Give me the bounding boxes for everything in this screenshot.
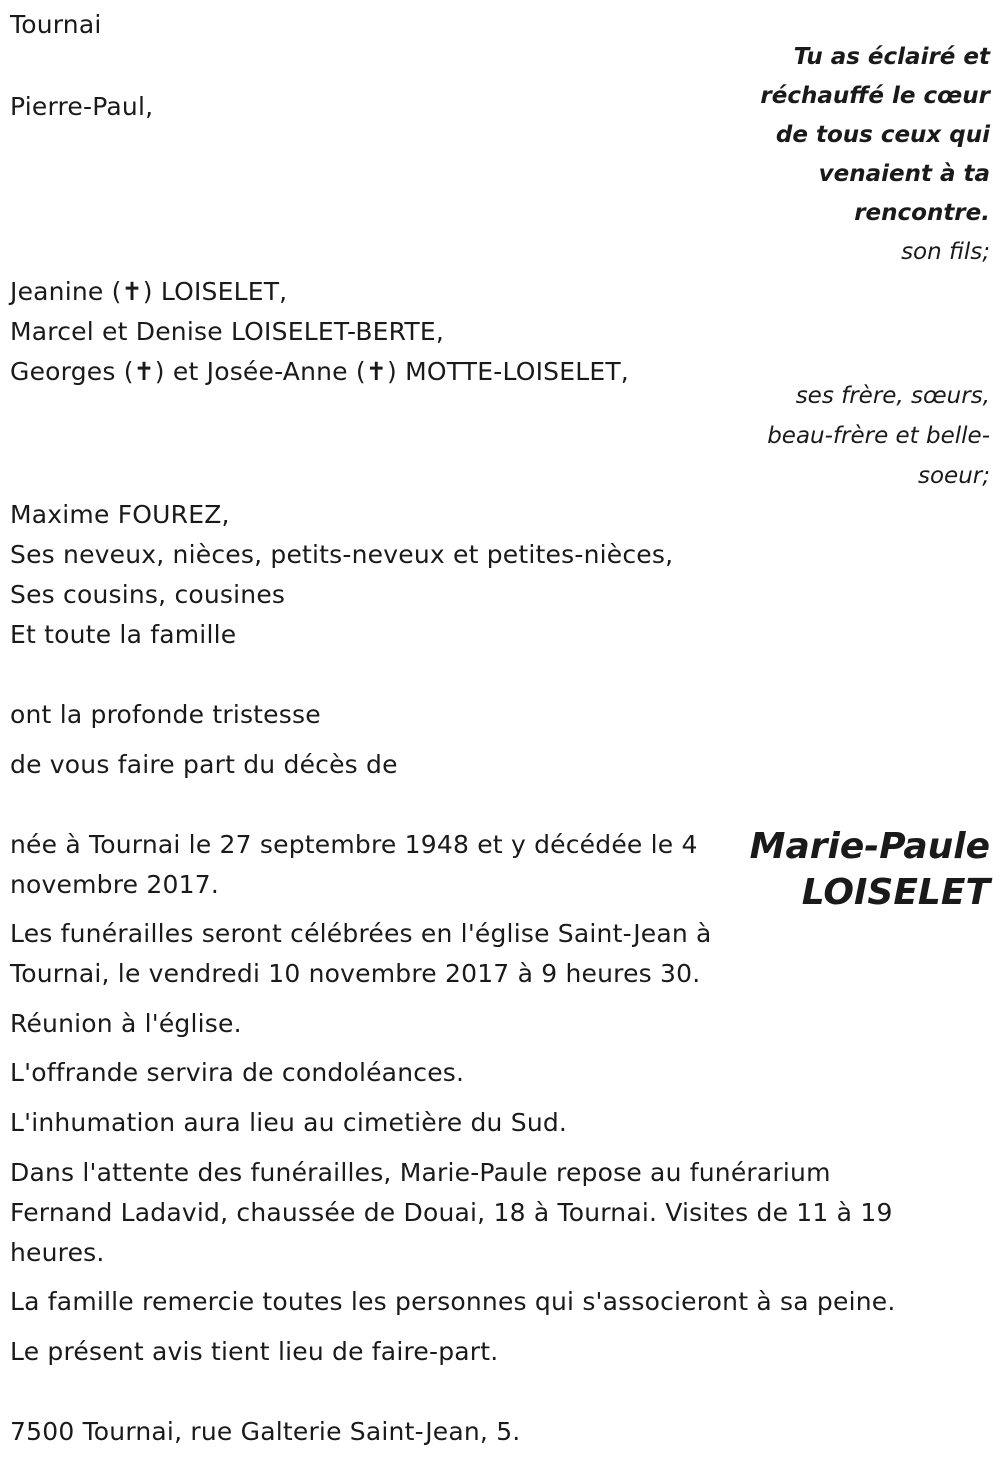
- deceased-name: [750, 824, 990, 916]
- relation-line: ses frère, sœurs,: [795, 383, 990, 409]
- other-line: Ses cousins, cousines: [10, 580, 286, 609]
- son-relation: son fils;: [901, 239, 990, 265]
- visitation-text: Dans l'attente des funérailles, Marie-Paule repose au funérarium Fernand Ladavid, chaussée de Douai, 18 à Tournai. Visites de 11 à 19 heures.: [10, 1158, 893, 1267]
- relation-line: beau-frère et belle-: [767, 423, 990, 449]
- offering-text: L'offrande servira de condoléances.: [10, 1058, 465, 1087]
- other-line: Et toute la famille: [10, 620, 237, 649]
- other-line: Maxime FOUREZ,: [10, 500, 230, 529]
- birth-death-text: née à Tournai le 27 septembre 1948 et y décédée le 4 novembre 2017.: [10, 830, 698, 899]
- siblings-relation: [767, 376, 990, 496]
- announcement-line: ont la profonde tristesse: [10, 700, 321, 729]
- son-quote: [760, 38, 990, 233]
- quote-line: réchauffé le cœur: [760, 83, 990, 109]
- burial-text: L'inhumation aura lieu au cimetière du Sud.: [10, 1108, 568, 1137]
- relation-line: soeur;: [918, 463, 990, 489]
- son-name: Pierre-Paul,: [10, 92, 154, 121]
- quote-line: Tu as éclairé et: [793, 44, 990, 70]
- notice-text: Le présent avis tient lieu de faire-part.: [10, 1337, 499, 1366]
- sibling-line: Marcel et Denise LOISELET-BERTE,: [10, 317, 445, 346]
- announcement-line: de vous faire part du décès de: [10, 750, 398, 779]
- address-text: 7500 Tournai, rue Galterie Saint-Jean, 5.: [10, 1417, 521, 1446]
- quote-line: venaient à ta: [818, 161, 990, 187]
- sibling-line: Jeanine (✝) LOISELET,: [10, 277, 288, 306]
- deceased-last-name: LOISELET: [801, 872, 990, 913]
- place-heading: Tournai: [10, 10, 102, 39]
- gathering-text: Réunion à l'église.: [10, 1009, 242, 1038]
- quote-line: de tous ceux qui: [775, 122, 990, 148]
- funeral-text: Les funérailles seront célébrées en l'église Saint-Jean à Tournai, le vendredi 10 novembre 2017 à 9 heures 30.: [10, 919, 712, 988]
- other-line: Ses neveux, nièces, petits-neveux et petites-nièces,: [10, 540, 674, 569]
- deceased-first-name: Marie-Paule: [749, 826, 990, 867]
- thanks-text: La famille remercie toutes les personnes qui s'associeront à sa peine.: [10, 1287, 896, 1316]
- sibling-line: Georges (✝) et Josée-Anne (✝) MOTTE-LOISELET,: [10, 357, 629, 386]
- quote-line: rencontre.: [854, 200, 990, 226]
